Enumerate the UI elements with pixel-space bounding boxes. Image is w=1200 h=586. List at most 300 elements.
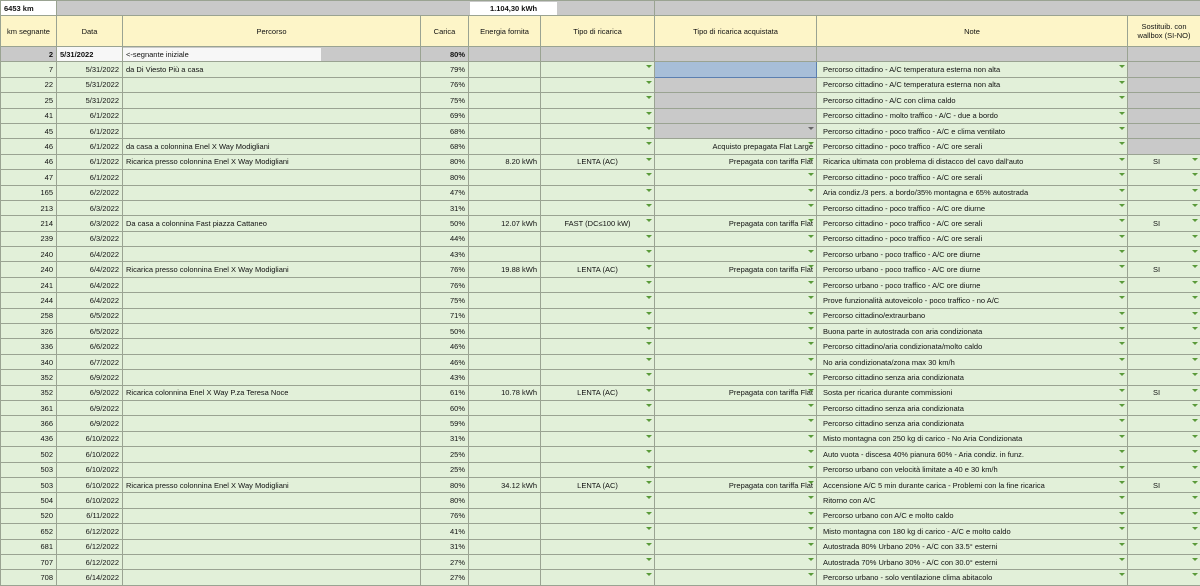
purchased-type-cell[interactable] bbox=[655, 524, 817, 539]
header-km[interactable]: km segnante bbox=[1, 16, 57, 47]
dropdown-arrow-icon[interactable] bbox=[646, 573, 652, 576]
note-cell[interactable] bbox=[817, 262, 1128, 277]
energy-cell[interactable] bbox=[469, 354, 541, 369]
purchased-type-cell[interactable] bbox=[655, 554, 817, 569]
wallbox-cell[interactable] bbox=[1128, 200, 1200, 215]
charge-cell[interactable] bbox=[421, 493, 469, 508]
dropdown-arrow-icon[interactable] bbox=[1192, 373, 1198, 376]
purchased-type-cell[interactable] bbox=[655, 108, 817, 123]
wallbox-cell[interactable] bbox=[1128, 293, 1200, 308]
dropdown-arrow-icon[interactable] bbox=[1119, 250, 1125, 253]
route-cell[interactable] bbox=[123, 77, 421, 92]
purchased-type-cell[interactable] bbox=[655, 324, 817, 339]
km-cell[interactable] bbox=[1, 539, 57, 554]
charge-type-cell[interactable] bbox=[541, 108, 655, 123]
purchased-type-cell[interactable] bbox=[655, 154, 817, 169]
dropdown-arrow-icon[interactable] bbox=[1119, 142, 1125, 145]
route-cell[interactable] bbox=[123, 247, 421, 262]
route-cell[interactable] bbox=[123, 262, 421, 277]
route-cell[interactable] bbox=[123, 431, 421, 446]
wallbox-cell[interactable] bbox=[1128, 185, 1200, 200]
date-cell[interactable] bbox=[57, 247, 123, 262]
dropdown-arrow-icon[interactable] bbox=[808, 481, 814, 484]
charge-cell[interactable] bbox=[421, 416, 469, 431]
route-cell[interactable] bbox=[123, 400, 421, 415]
dropdown-arrow-icon[interactable] bbox=[1119, 296, 1125, 299]
energy-cell[interactable] bbox=[469, 508, 541, 523]
dropdown-arrow-icon[interactable] bbox=[1119, 404, 1125, 407]
dropdown-arrow-icon[interactable] bbox=[1192, 250, 1198, 253]
charge-type-cell[interactable] bbox=[541, 77, 655, 92]
dropdown-arrow-icon[interactable] bbox=[808, 158, 814, 161]
km-cell[interactable] bbox=[1, 247, 57, 262]
wallbox-cell[interactable] bbox=[1128, 339, 1200, 354]
note-cell[interactable] bbox=[817, 247, 1128, 262]
dropdown-arrow-icon[interactable] bbox=[646, 435, 652, 438]
energy-total-cell[interactable]: 1.104,30 kWh bbox=[470, 2, 557, 15]
purchased-type-cell[interactable] bbox=[655, 447, 817, 462]
wallbox-cell[interactable] bbox=[1128, 508, 1200, 523]
charge-cell[interactable] bbox=[421, 524, 469, 539]
dropdown-arrow-icon[interactable] bbox=[646, 342, 652, 345]
route-cell[interactable] bbox=[123, 508, 421, 523]
header-notes[interactable]: Note bbox=[817, 16, 1128, 47]
initial-charge-cell[interactable]: 80% bbox=[421, 47, 469, 62]
charge-type-cell[interactable] bbox=[541, 154, 655, 169]
dropdown-arrow-icon[interactable] bbox=[1119, 543, 1125, 546]
dropdown-arrow-icon[interactable] bbox=[808, 342, 814, 345]
charge-cell[interactable] bbox=[421, 231, 469, 246]
header-route[interactable]: Percorso bbox=[123, 16, 421, 47]
wallbox-cell[interactable] bbox=[1128, 447, 1200, 462]
header-date[interactable]: Data bbox=[57, 16, 123, 47]
energy-cell[interactable] bbox=[469, 77, 541, 92]
route-cell[interactable] bbox=[123, 308, 421, 323]
dropdown-arrow-icon[interactable] bbox=[1192, 342, 1198, 345]
energy-cell[interactable] bbox=[469, 524, 541, 539]
route-cell[interactable] bbox=[123, 539, 421, 554]
route-cell[interactable] bbox=[123, 277, 421, 292]
km-cell[interactable] bbox=[1, 231, 57, 246]
initial-km-cell[interactable]: 2 bbox=[1, 47, 57, 62]
energy-cell[interactable] bbox=[469, 262, 541, 277]
dropdown-arrow-icon[interactable] bbox=[646, 327, 652, 330]
dropdown-arrow-icon[interactable] bbox=[646, 112, 652, 115]
km-cell[interactable] bbox=[1, 324, 57, 339]
dropdown-arrow-icon[interactable] bbox=[1192, 158, 1198, 161]
dropdown-arrow-icon[interactable] bbox=[808, 189, 814, 192]
purchased-type-cell[interactable] bbox=[655, 185, 817, 200]
purchased-type-cell[interactable] bbox=[655, 339, 817, 354]
charge-cell[interactable] bbox=[421, 554, 469, 569]
wallbox-cell[interactable] bbox=[1128, 385, 1200, 400]
dropdown-arrow-icon[interactable] bbox=[646, 204, 652, 207]
note-cell[interactable] bbox=[817, 570, 1128, 585]
wallbox-cell[interactable] bbox=[1128, 570, 1200, 585]
charge-type-cell[interactable] bbox=[541, 508, 655, 523]
dropdown-arrow-icon[interactable] bbox=[1119, 189, 1125, 192]
note-cell[interactable] bbox=[817, 139, 1128, 154]
dropdown-arrow-icon[interactable] bbox=[1119, 127, 1125, 130]
date-cell[interactable] bbox=[57, 339, 123, 354]
km-cell[interactable] bbox=[1, 554, 57, 569]
date-cell[interactable] bbox=[57, 108, 123, 123]
route-cell[interactable] bbox=[123, 170, 421, 185]
dropdown-arrow-icon[interactable] bbox=[1119, 419, 1125, 422]
wallbox-cell[interactable] bbox=[1128, 277, 1200, 292]
note-cell[interactable] bbox=[817, 370, 1128, 385]
dropdown-arrow-icon[interactable] bbox=[646, 404, 652, 407]
charge-type-cell[interactable] bbox=[541, 539, 655, 554]
energy-cell[interactable] bbox=[469, 154, 541, 169]
dropdown-arrow-icon[interactable] bbox=[1192, 312, 1198, 315]
date-cell[interactable] bbox=[57, 216, 123, 231]
charge-type-cell[interactable] bbox=[541, 277, 655, 292]
dropdown-arrow-icon[interactable] bbox=[1192, 281, 1198, 284]
date-cell[interactable] bbox=[57, 570, 123, 585]
dropdown-arrow-icon[interactable] bbox=[646, 450, 652, 453]
charge-type-cell[interactable] bbox=[541, 416, 655, 431]
note-cell[interactable] bbox=[817, 324, 1128, 339]
purchased-type-cell[interactable] bbox=[655, 77, 817, 92]
dropdown-arrow-icon[interactable] bbox=[1119, 573, 1125, 576]
route-cell[interactable] bbox=[123, 231, 421, 246]
dropdown-arrow-icon[interactable] bbox=[808, 450, 814, 453]
charge-cell[interactable] bbox=[421, 508, 469, 523]
dropdown-arrow-icon[interactable] bbox=[808, 235, 814, 238]
dropdown-arrow-icon[interactable] bbox=[1192, 173, 1198, 176]
purchased-type-cell[interactable] bbox=[655, 139, 817, 154]
dropdown-arrow-icon[interactable] bbox=[808, 435, 814, 438]
route-cell[interactable] bbox=[123, 293, 421, 308]
purchased-type-cell[interactable] bbox=[655, 385, 817, 400]
date-cell[interactable] bbox=[57, 493, 123, 508]
charge-cell[interactable] bbox=[421, 570, 469, 585]
charge-cell[interactable] bbox=[421, 200, 469, 215]
date-cell[interactable] bbox=[57, 231, 123, 246]
dropdown-arrow-icon[interactable] bbox=[1192, 527, 1198, 530]
note-cell[interactable] bbox=[817, 77, 1128, 92]
energy-cell[interactable] bbox=[469, 123, 541, 138]
wallbox-cell[interactable] bbox=[1128, 108, 1200, 123]
charge-type-cell[interactable] bbox=[541, 262, 655, 277]
purchased-type-cell[interactable] bbox=[655, 93, 817, 108]
energy-cell[interactable] bbox=[469, 200, 541, 215]
route-cell[interactable] bbox=[123, 216, 421, 231]
route-cell[interactable] bbox=[123, 154, 421, 169]
dropdown-arrow-icon[interactable] bbox=[808, 142, 814, 145]
energy-cell[interactable] bbox=[469, 539, 541, 554]
dropdown-arrow-icon[interactable] bbox=[646, 558, 652, 561]
dropdown-arrow-icon[interactable] bbox=[646, 235, 652, 238]
date-cell[interactable] bbox=[57, 308, 123, 323]
energy-cell[interactable] bbox=[469, 554, 541, 569]
dropdown-arrow-icon[interactable] bbox=[646, 81, 652, 84]
km-cell[interactable] bbox=[1, 277, 57, 292]
energy-cell[interactable] bbox=[469, 416, 541, 431]
charge-type-cell[interactable] bbox=[541, 354, 655, 369]
charge-cell[interactable] bbox=[421, 139, 469, 154]
dropdown-arrow-icon[interactable] bbox=[1119, 466, 1125, 469]
purchased-type-cell[interactable] bbox=[655, 123, 817, 138]
km-cell[interactable] bbox=[1, 477, 57, 492]
purchased-type-cell[interactable] bbox=[655, 277, 817, 292]
route-cell[interactable] bbox=[123, 93, 421, 108]
wallbox-cell[interactable] bbox=[1128, 170, 1200, 185]
note-cell[interactable] bbox=[817, 293, 1128, 308]
route-cell[interactable] bbox=[123, 477, 421, 492]
km-cell[interactable] bbox=[1, 185, 57, 200]
note-cell[interactable] bbox=[817, 185, 1128, 200]
energy-cell[interactable] bbox=[469, 139, 541, 154]
dropdown-arrow-icon[interactable] bbox=[1119, 112, 1125, 115]
date-cell[interactable] bbox=[57, 447, 123, 462]
dropdown-arrow-icon[interactable] bbox=[1119, 389, 1125, 392]
charge-cell[interactable] bbox=[421, 108, 469, 123]
route-cell[interactable] bbox=[123, 108, 421, 123]
dropdown-arrow-icon[interactable] bbox=[1119, 327, 1125, 330]
energy-cell[interactable] bbox=[469, 431, 541, 446]
route-cell[interactable] bbox=[123, 462, 421, 477]
km-cell[interactable] bbox=[1, 77, 57, 92]
km-cell[interactable] bbox=[1, 570, 57, 585]
dropdown-arrow-icon[interactable] bbox=[646, 543, 652, 546]
charge-cell[interactable] bbox=[421, 247, 469, 262]
charge-cell[interactable] bbox=[421, 77, 469, 92]
dropdown-arrow-icon[interactable] bbox=[808, 466, 814, 469]
charge-type-cell[interactable] bbox=[541, 200, 655, 215]
date-cell[interactable] bbox=[57, 524, 123, 539]
km-cell[interactable] bbox=[1, 524, 57, 539]
note-cell[interactable] bbox=[817, 123, 1128, 138]
date-cell[interactable] bbox=[57, 62, 123, 77]
charge-cell[interactable] bbox=[421, 216, 469, 231]
dropdown-arrow-icon[interactable] bbox=[1119, 450, 1125, 453]
purchased-type-cell[interactable] bbox=[655, 431, 817, 446]
note-cell[interactable] bbox=[817, 108, 1128, 123]
km-cell[interactable] bbox=[1, 431, 57, 446]
wallbox-cell[interactable] bbox=[1128, 262, 1200, 277]
wallbox-cell[interactable] bbox=[1128, 324, 1200, 339]
purchased-type-cell[interactable] bbox=[655, 216, 817, 231]
route-cell[interactable] bbox=[123, 385, 421, 400]
dropdown-arrow-icon[interactable] bbox=[808, 389, 814, 392]
route-cell[interactable] bbox=[123, 339, 421, 354]
dropdown-arrow-icon[interactable] bbox=[646, 219, 652, 222]
dropdown-arrow-icon[interactable] bbox=[1119, 481, 1125, 484]
dropdown-arrow-icon[interactable] bbox=[1192, 496, 1198, 499]
purchased-type-cell[interactable] bbox=[655, 370, 817, 385]
dropdown-arrow-icon[interactable] bbox=[646, 527, 652, 530]
dropdown-arrow-icon[interactable] bbox=[1192, 481, 1198, 484]
dropdown-arrow-icon[interactable] bbox=[1192, 558, 1198, 561]
wallbox-cell[interactable] bbox=[1128, 416, 1200, 431]
charge-cell[interactable] bbox=[421, 277, 469, 292]
dropdown-arrow-icon[interactable] bbox=[1119, 281, 1125, 284]
dropdown-arrow-icon[interactable] bbox=[646, 466, 652, 469]
dropdown-arrow-icon[interactable] bbox=[1192, 543, 1198, 546]
route-cell[interactable] bbox=[123, 524, 421, 539]
dropdown-arrow-icon[interactable] bbox=[1119, 235, 1125, 238]
note-cell[interactable] bbox=[817, 508, 1128, 523]
km-cell[interactable] bbox=[1, 93, 57, 108]
charge-cell[interactable] bbox=[421, 123, 469, 138]
charge-type-cell[interactable] bbox=[541, 247, 655, 262]
dropdown-arrow-icon[interactable] bbox=[1192, 296, 1198, 299]
dropdown-arrow-icon[interactable] bbox=[1192, 204, 1198, 207]
dropdown-arrow-icon[interactable] bbox=[808, 419, 814, 422]
date-cell[interactable] bbox=[57, 262, 123, 277]
initial-cell[interactable] bbox=[541, 47, 655, 62]
dropdown-arrow-icon[interactable] bbox=[1192, 404, 1198, 407]
dropdown-arrow-icon[interactable] bbox=[1192, 450, 1198, 453]
dropdown-arrow-icon[interactable] bbox=[808, 219, 814, 222]
dropdown-arrow-icon[interactable] bbox=[808, 404, 814, 407]
dropdown-arrow-icon[interactable] bbox=[1119, 173, 1125, 176]
dropdown-arrow-icon[interactable] bbox=[808, 496, 814, 499]
wallbox-cell[interactable] bbox=[1128, 247, 1200, 262]
km-cell[interactable] bbox=[1, 416, 57, 431]
dropdown-arrow-icon[interactable] bbox=[808, 558, 814, 561]
dropdown-arrow-icon[interactable] bbox=[1119, 435, 1125, 438]
note-cell[interactable] bbox=[817, 93, 1128, 108]
dropdown-arrow-icon[interactable] bbox=[646, 296, 652, 299]
km-cell[interactable] bbox=[1, 62, 57, 77]
route-cell[interactable] bbox=[123, 354, 421, 369]
charge-cell[interactable] bbox=[421, 262, 469, 277]
dropdown-arrow-icon[interactable] bbox=[808, 281, 814, 284]
dropdown-arrow-icon[interactable] bbox=[808, 543, 814, 546]
wallbox-cell[interactable] bbox=[1128, 216, 1200, 231]
km-cell[interactable] bbox=[1, 154, 57, 169]
purchased-type-cell[interactable] bbox=[655, 462, 817, 477]
note-cell[interactable] bbox=[817, 462, 1128, 477]
wallbox-cell[interactable] bbox=[1128, 139, 1200, 154]
charge-cell[interactable] bbox=[421, 170, 469, 185]
dropdown-arrow-icon[interactable] bbox=[1119, 527, 1125, 530]
route-cell[interactable] bbox=[123, 185, 421, 200]
wallbox-cell[interactable] bbox=[1128, 477, 1200, 492]
energy-cell[interactable] bbox=[469, 477, 541, 492]
dropdown-arrow-icon[interactable] bbox=[1192, 189, 1198, 192]
charge-type-cell[interactable] bbox=[541, 447, 655, 462]
charge-type-cell[interactable] bbox=[541, 477, 655, 492]
dropdown-arrow-icon[interactable] bbox=[1192, 358, 1198, 361]
energy-cell[interactable] bbox=[469, 385, 541, 400]
route-cell[interactable] bbox=[123, 139, 421, 154]
dropdown-arrow-icon[interactable] bbox=[1192, 512, 1198, 515]
note-cell[interactable] bbox=[817, 524, 1128, 539]
charge-type-cell[interactable] bbox=[541, 370, 655, 385]
dropdown-arrow-icon[interactable] bbox=[808, 512, 814, 515]
charge-type-cell[interactable] bbox=[541, 93, 655, 108]
charge-type-cell[interactable] bbox=[541, 339, 655, 354]
date-cell[interactable] bbox=[57, 123, 123, 138]
route-cell[interactable] bbox=[123, 570, 421, 585]
energy-cell[interactable] bbox=[469, 185, 541, 200]
energy-cell[interactable] bbox=[469, 231, 541, 246]
energy-cell[interactable] bbox=[469, 339, 541, 354]
purchased-type-cell[interactable] bbox=[655, 308, 817, 323]
energy-cell[interactable] bbox=[469, 62, 541, 77]
date-cell[interactable] bbox=[57, 370, 123, 385]
wallbox-cell[interactable] bbox=[1128, 462, 1200, 477]
date-cell[interactable] bbox=[57, 324, 123, 339]
charge-cell[interactable] bbox=[421, 154, 469, 169]
header-charge-type[interactable]: Tipo di ricarica bbox=[541, 16, 655, 47]
note-cell[interactable] bbox=[817, 62, 1128, 77]
wallbox-cell[interactable] bbox=[1128, 493, 1200, 508]
km-cell[interactable] bbox=[1, 308, 57, 323]
purchased-type-cell[interactable] bbox=[655, 262, 817, 277]
charge-type-cell[interactable] bbox=[541, 324, 655, 339]
wallbox-cell[interactable] bbox=[1128, 400, 1200, 415]
dropdown-arrow-icon[interactable] bbox=[1119, 512, 1125, 515]
purchased-type-cell[interactable] bbox=[655, 62, 817, 77]
initial-cell[interactable] bbox=[817, 47, 1128, 62]
charge-type-cell[interactable] bbox=[541, 185, 655, 200]
wallbox-cell[interactable] bbox=[1128, 123, 1200, 138]
dropdown-arrow-icon[interactable] bbox=[646, 358, 652, 361]
charge-cell[interactable] bbox=[421, 447, 469, 462]
dropdown-arrow-icon[interactable] bbox=[1192, 235, 1198, 238]
wallbox-cell[interactable] bbox=[1128, 539, 1200, 554]
charge-cell[interactable] bbox=[421, 431, 469, 446]
dropdown-arrow-icon[interactable] bbox=[1119, 204, 1125, 207]
charge-cell[interactable] bbox=[421, 324, 469, 339]
dropdown-arrow-icon[interactable] bbox=[1119, 373, 1125, 376]
energy-cell[interactable] bbox=[469, 108, 541, 123]
energy-cell[interactable] bbox=[469, 308, 541, 323]
km-cell[interactable] bbox=[1, 493, 57, 508]
dropdown-arrow-icon[interactable] bbox=[1192, 419, 1198, 422]
wallbox-cell[interactable] bbox=[1128, 93, 1200, 108]
date-cell[interactable] bbox=[57, 293, 123, 308]
charge-cell[interactable] bbox=[421, 339, 469, 354]
charge-type-cell[interactable] bbox=[541, 385, 655, 400]
dropdown-arrow-icon[interactable] bbox=[646, 250, 652, 253]
purchased-type-cell[interactable] bbox=[655, 508, 817, 523]
dropdown-arrow-icon[interactable] bbox=[1119, 496, 1125, 499]
charge-cell[interactable] bbox=[421, 477, 469, 492]
dropdown-arrow-icon[interactable] bbox=[808, 204, 814, 207]
charge-type-cell[interactable] bbox=[541, 308, 655, 323]
wallbox-cell[interactable] bbox=[1128, 431, 1200, 446]
route-cell[interactable] bbox=[123, 200, 421, 215]
note-cell[interactable] bbox=[817, 416, 1128, 431]
dropdown-arrow-icon[interactable] bbox=[808, 358, 814, 361]
date-cell[interactable] bbox=[57, 554, 123, 569]
energy-cell[interactable] bbox=[469, 170, 541, 185]
dropdown-arrow-icon[interactable] bbox=[646, 389, 652, 392]
purchased-type-cell[interactable] bbox=[655, 477, 817, 492]
dropdown-arrow-icon[interactable] bbox=[646, 373, 652, 376]
purchased-type-cell[interactable] bbox=[655, 539, 817, 554]
dropdown-arrow-icon[interactable] bbox=[1119, 219, 1125, 222]
charge-cell[interactable] bbox=[421, 400, 469, 415]
dropdown-arrow-icon[interactable] bbox=[646, 265, 652, 268]
dropdown-arrow-icon[interactable] bbox=[646, 481, 652, 484]
date-cell[interactable] bbox=[57, 431, 123, 446]
dropdown-arrow-icon[interactable] bbox=[646, 419, 652, 422]
note-cell[interactable] bbox=[817, 400, 1128, 415]
dropdown-arrow-icon[interactable] bbox=[646, 65, 652, 68]
purchased-type-cell[interactable] bbox=[655, 231, 817, 246]
km-cell[interactable] bbox=[1, 200, 57, 215]
dropdown-arrow-icon[interactable] bbox=[646, 496, 652, 499]
dropdown-arrow-icon[interactable] bbox=[1119, 158, 1125, 161]
initial-date-cell[interactable]: 5/31/2022 bbox=[57, 47, 123, 62]
